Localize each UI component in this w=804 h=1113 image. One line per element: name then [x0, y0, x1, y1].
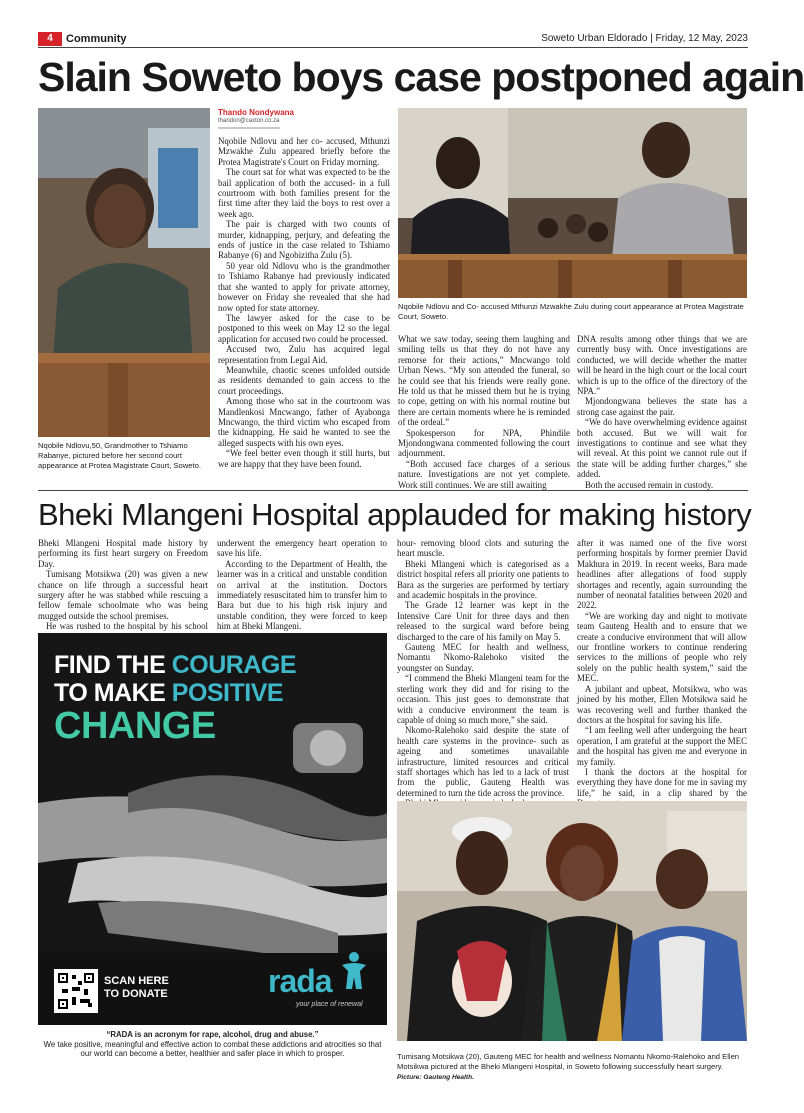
story1-photo-left-caption: Nqobile Ndlovu,50, Grandmother to Tshiamo Rabanye, pictured before her second court appearance at Protea Magistrate Court, Soweto. [38, 441, 201, 470]
ad-footnote [38, 1030, 387, 1059]
ad-text: FIND THE [54, 651, 172, 679]
rada-advertisement[interactable] [38, 633, 387, 1025]
paragraph: Mjondongwana believes the state has a strong case against the pair. [577, 396, 747, 417]
story2-photo [397, 801, 747, 1041]
qr-code-icon[interactable] [54, 969, 98, 1013]
rada-figure-icon [338, 951, 370, 991]
dateline: Soweto Urban Eldorado | Friday, 12 May, 2023 [541, 33, 748, 44]
ad-text: TO MAKE [54, 679, 172, 707]
paragraph: What we saw today, seeing them laughing and smiling tells us that they do not have any remorse for their actions,” Mncwango told Urban News. “My son attended the funeral, so he could see that his friends were really gone. He told us that he missed them but he is trying to cope, getting on with his normal routine but there are certain moments where he is reminded of the ordeal.” [398, 334, 570, 428]
byline-name: Thando Nondywana [218, 108, 294, 117]
to-donate-label: TO DONATE [104, 988, 168, 1000]
paragraph: Nqobile Ndlovu and her co- accused, Mthunzi Mzwakhe Zulu appeared briefly before the Protea Magistrate's Court on Friday morning. [218, 136, 390, 167]
header-rule [38, 47, 748, 48]
byline-rule [218, 127, 280, 129]
ad-headline-line-3: CHANGE [54, 705, 216, 747]
paragraph: Bheki Mlangeni which is categorised as a district hospital refers all priority one patients to Bara as the surgeries are performed by tertiary and academic hospitals in the province. [397, 558, 569, 601]
paragraph: DNA results among other things that we are currently busy with. Once investigations are conducted, we will decide whether the matter will be heard in the high court or the local court which is up to the office of the directory of the NPA.” [577, 334, 747, 397]
paragraph: I thank the doctors at the hospital for everything they have done for me in saving my life,” he said, in a clip shared by the [577, 766, 747, 798]
paragraph: Gauteng MEC for health and wellness, Nomantu Nkomo-Ralehoko visited the youngster on Sunday. [397, 642, 569, 673]
ad-headline-line-1 [54, 651, 296, 680]
story1-column-3 [577, 334, 747, 490]
paragraph: Accused two, Zulu has acquired legal representation from Legal Aid. [218, 344, 390, 365]
page-number: 4 [38, 32, 62, 46]
story1-photo-right-caption: Nqobile Ndlovu and Co- accused Mthunzi Mzwakhe Zulu during court appearance at Protea Magistrate Court, Soweto. [398, 302, 744, 321]
story1-column-2 [398, 334, 570, 490]
paragraph: The Grade 12 learner was kept in the Intensive Care Unit for three days and then released to the surgical ward before being discharged to the care of his family on May 5. [397, 600, 569, 642]
paragraph: Bheki Mlangeni Hospital made history by performing its first heart surgery on Freedom Day. [38, 538, 208, 569]
paragraph: According to the Department of Health, the learner was in a critical and unstable condition on arrival at the institution. Doctors immediately resuscitated him to transfer him to Bara but due to his high risk injury and unstable condition, they were forced to keep him at Bheki Mlangeni. [217, 558, 387, 632]
rada-logo: rada [268, 963, 332, 999]
paragraph: after it was named one of the five worst performing hospitals by former premier David Makhura in 2019. In recent weeks, Bara made headlines after allegations of food supply shortages and recently, again surrounding the number of neonatal fatalities between 2020 and 2022. [577, 538, 747, 611]
story1-headline: Slain Soweto boys case postponed again [38, 54, 804, 100]
ad-text-accent: POSITIVE [171, 679, 284, 707]
paragraph: hour- removing blood clots and suturing the heart muscle. [397, 538, 569, 559]
paragraph: Tumisang Motsikwa (20) was given a new chance on life through a successful heart surgery after he was stabbed while rescuing a fellow female schoolmate who was being mugged outside the school premises. [38, 569, 208, 621]
paragraph: “I commend the Bheki Mlangeni team for the sterling work they did and for rising to the occasion. This just goes to demonstrate that with a conducive environment the team is capable of doing so much more,” she said. [397, 673, 569, 725]
paragraph: Both the accused remain in custody. [585, 479, 714, 490]
paragraph: The pair is charged with two counts of murder, kidnapping, perjury, and defeating the ends of justice in the case related to Tshiamo Rabanye (6) and Ngobizitha Zulu (5). [218, 219, 390, 261]
paragraph: He was rushed to the hospital by his school [46, 621, 208, 632]
story1-photo-left [38, 108, 210, 437]
rada-tagline: your place of renewal [296, 1001, 363, 1008]
section-label: Community [66, 33, 127, 45]
ad-headline-line-2 [54, 679, 283, 708]
paragraph: “We do have overwhelming evidence against both accused. But we will wait for investigations to continue and see what they will reveal. At this point we cannot rule out if the state will be adding further charges,” she added. [577, 417, 747, 480]
byline-email: thandon@caxton.co.za [218, 118, 280, 124]
story2-column-1 [38, 538, 208, 632]
paragraph: “We are working day and night to motivate team Gauteng Health and to ensure that we create a conducive environment that will allow our frontline workers to continue rendering services to the millions of people who rely solely on the public health system,” said the MEC. [577, 610, 747, 684]
paragraph: The court sat for what was expected to be the bail application of both the accused- in a full courtroom with both families present for the first time after they laid the boys to rest over a week ago. [218, 167, 390, 219]
paragraph: Meanwhile, chaotic scenes unfolded outside as residents demanded to gain access to the court proceedings. [218, 364, 390, 396]
story-divider [38, 490, 748, 491]
scan-here-label: SCAN HERE [104, 975, 169, 987]
story1-photo-right [398, 108, 747, 298]
story1-column-1 [218, 136, 390, 483]
paragraph: “I am feeling well after undergoing the heart operation, I am grateful at the support the MEC and the hospital has given me and everyone in my family. [577, 725, 747, 767]
story2-headline: Bheki Mlangeni Hospital applauded for making history [38, 497, 752, 532]
story2-column-3 [397, 538, 569, 798]
paragraph: Spokesperson for NPA, Phindile Mjondongwana commented following the court adjournment. [398, 427, 570, 459]
paragraph: A jubilant and upbeat, Motsikwa, who was joined by his mother, Ellen Motsikwa said he was recovering well and further thanked the doctors at the hospital for saving his life. [577, 683, 747, 725]
ad-footnote-body: We take positive, meaningful and effective action to combat these addictions and atrocities so that our world can become a better, healthier and safer place in which to prosper. [43, 1039, 382, 1059]
paragraph: Nkomo-Ralehoko said despite the state of health care systems in the province- such as ageing and sometimes unavailable infrastructure, limited resources and critical staff shortages which has led to a lack of trust from the public, Gauteng Health was determined to turn the tide across the province. [397, 725, 569, 798]
ad-text-accent: COURAGE [171, 651, 297, 679]
paragraph: Among those who sat in the courtroom was Mandlenkosi Mncwango, father of Ayabonga Mncwango, the third victim who escaped from the kidnapping. He said he wanted to see the alleged suspects with his own eyes. [218, 396, 390, 448]
story2-column-2 [217, 538, 387, 632]
paragraph: “Both accused face charges of a serious nature. Investigations are not yet complete. Work still continues. We are still awaiting [398, 458, 570, 490]
story2-photo-caption [397, 1052, 747, 1084]
paragraph: 50 year old Ndlovu who is the grandmother to Tshiamo Rabanye had previously indicated that she wanted to apply for private attorney, however on Friday she revealed that she had now opted for state attorney. [218, 260, 390, 313]
paragraph: The lawyer asked for the case to be postponed to this week on May 12 so the legal application for accused two could be processed. [218, 312, 390, 344]
photo-credit: Picture: Gauteng Health. [397, 1074, 474, 1081]
paragraph: “We feel better even though it still hurts, but we are happy that they have been found. [218, 448, 390, 469]
paragraph: underwent the emergency heart operation to save his life. [217, 538, 387, 559]
caption-text: Tumisang Motsikwa (20), Gauteng MEC for health and wellness Nomantu Nkomo-Ralehoko and Ellen Motsikwa pictured at the Bheki Mlangeni Hospital, in Soweto following successfully heart surgery. [397, 1052, 740, 1071]
story2-column-4 [577, 538, 747, 798]
ad-footnote-title: “RADA is an acronym for rape, alcohol, drug and abuse.” [106, 1030, 319, 1039]
